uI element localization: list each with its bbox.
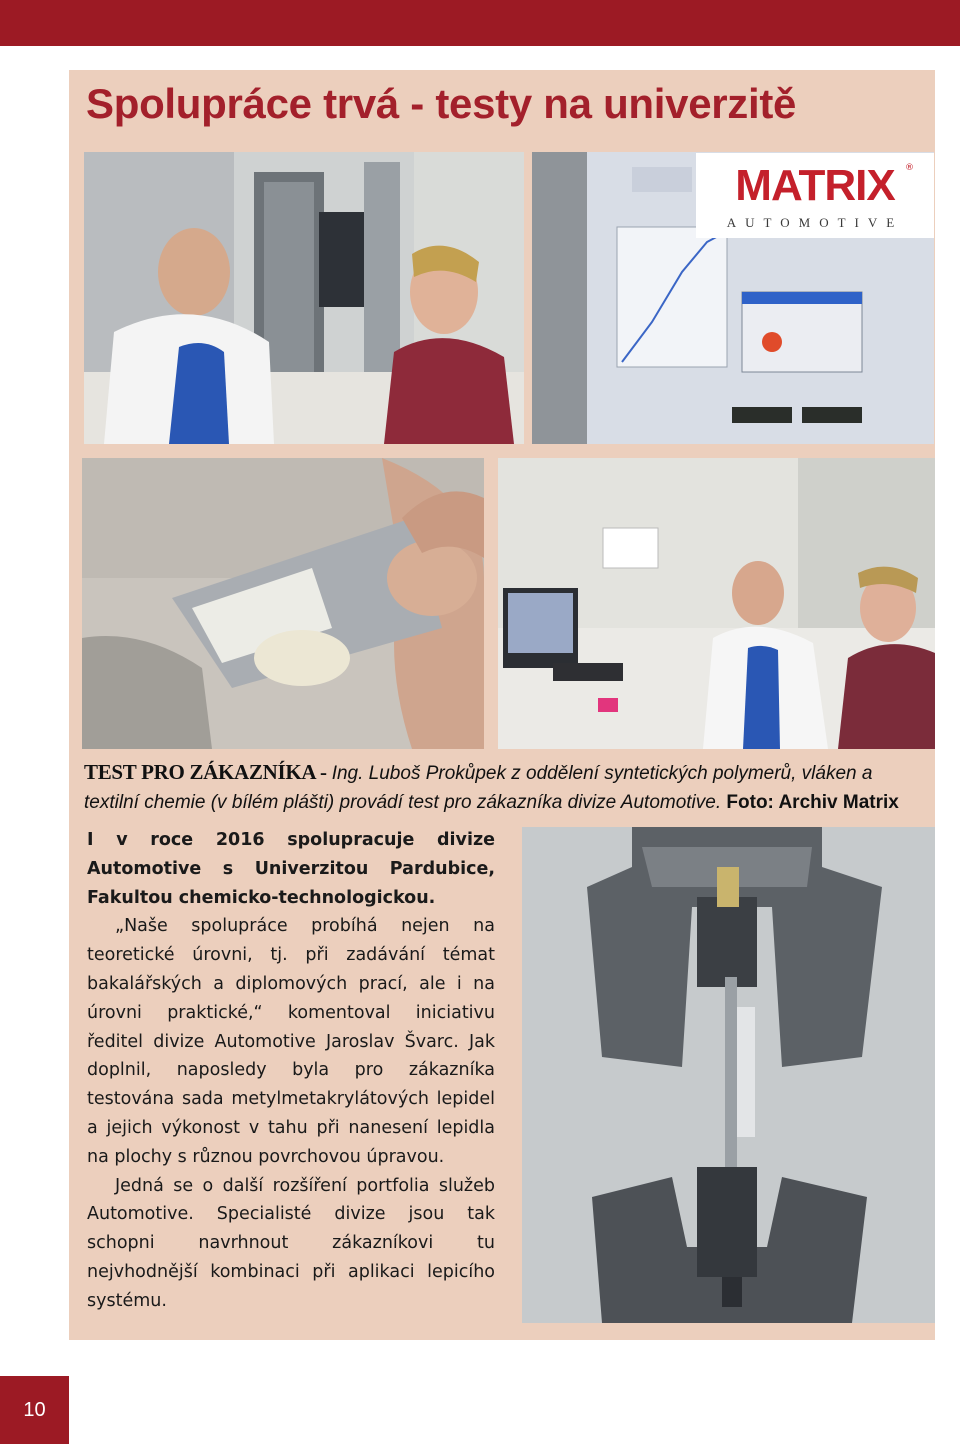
registered-mark: ® (905, 163, 914, 173)
photo-lab-tensile-machine (84, 152, 524, 444)
article-lead: I v roce 2016 spolupracuje divize Automotive s Univerzitou Pardubice, Fakultou chemicko-technologickou. (87, 830, 495, 908)
photo-bonded-sample (82, 458, 484, 749)
logo-wordmark: MATRIX (735, 161, 895, 210)
article-paragraph-1: „Naše spolupráce probíhá nejen na teoretické úrovni, tj. při zadávání témat bakalářských a diplomových prací, ale i na úrovni praktické,“ komentoval iniciativu ředitel divize Automotive Jaroslav Švarc. Jak doplnil, naposledy byla pro zákazníka testována sada metylmetakrylátových lepidel a jejich výkonost v tahu při nanesení lepidla na plochy s různou povrchovou úpravou. (87, 916, 495, 1167)
logo-subtitle: AUTOMOTIVE (726, 215, 904, 230)
top-color-bar (0, 0, 960, 46)
matrix-automotive-logo (696, 153, 934, 238)
photo-caption (84, 758, 926, 817)
photo-credit: Foto: Archiv Matrix (726, 792, 899, 813)
article-paragraph-2: Jedná se o další rozšíření portfolia služeb Automotive. Specialisté divize jsou tak schopni navrhnout zákazníkovi tu nejvhodnější kombinaci při aplikaci lepicího systému. (87, 1175, 495, 1311)
article-body (87, 826, 495, 1316)
caption-description: Ing. Luboš Prokůpek z oddělení syntetických polymerů, vláken a textilní chemie (v bílém plášti) provádí test pro zákazníka divize Automotive. (84, 763, 873, 813)
photo-tensile-test-grips (522, 827, 935, 1323)
page-title: Spolupráce trvá - testy na univerzitě (86, 80, 797, 127)
photo-lab-computer-workstation (498, 458, 935, 749)
caption-heading: TEST PRO ZÁKAZNÍKA - (84, 760, 332, 784)
page-number: 10 (23, 1399, 46, 1421)
